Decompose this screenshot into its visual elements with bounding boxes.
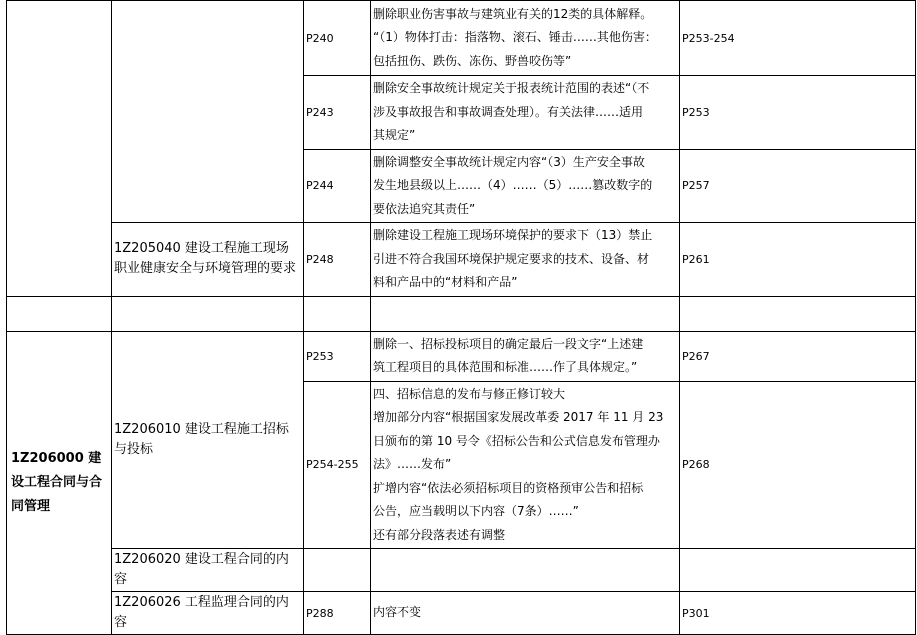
section-cell <box>112 1 304 223</box>
empty-cell <box>304 296 371 331</box>
table-row <box>7 549 916 592</box>
original-page-cell: P244 <box>304 149 371 223</box>
chapter-cell <box>7 1 112 297</box>
change-content-cell <box>371 549 680 592</box>
change-content-cell: 删除调整安全事故统计规定内容“（3）生产安全事故 发生地县级以上……（4）……（5）……篡改数字的 要依法追究其责任” <box>371 149 680 223</box>
empty-cell <box>7 296 112 331</box>
new-page-cell <box>680 549 916 592</box>
new-page-cell: P261 <box>680 223 916 297</box>
original-page-cell: P240 <box>304 1 371 76</box>
revision-table <box>6 0 916 635</box>
empty-cell <box>371 296 680 331</box>
original-page-cell: P288 <box>304 592 371 635</box>
new-page-cell: P257 <box>680 149 916 223</box>
change-content-cell: 删除建设工程施工现场环境保护的要求下（13）禁止 引进不符合我国环境保护规定要求的技术、设备、材 料和产品中的“材料和产品” <box>371 223 680 297</box>
table-row <box>7 223 916 297</box>
empty-cell <box>680 296 916 331</box>
change-content-cell: 删除安全事故统计规定关于报表统计范围的表述“（不 涉及事故报告和事故调查处理）。有关法律……适用 其规定” <box>371 76 680 150</box>
original-page-cell <box>304 549 371 592</box>
change-content-cell: 删除职业伤害事故与建筑业有关的12类的具体解释。 “（1）物体打击：指落物、滚石、锤击……其他伤害： 包括扭伤、跌伤、冻伤、野兽咬伤等” <box>371 1 680 76</box>
new-page-cell: P267 <box>680 331 916 381</box>
original-page-cell: P253 <box>304 331 371 381</box>
table-row-empty <box>7 296 916 331</box>
change-content-cell: 内容不变 <box>371 592 680 635</box>
table-row <box>7 331 916 381</box>
new-page-cell: P268 <box>680 381 916 549</box>
new-page-cell: P253-254 <box>680 1 916 76</box>
table-row <box>7 592 916 635</box>
section-cell: 1Z206010 建设工程施工招标与投标 <box>112 331 304 549</box>
table-row <box>7 1 916 76</box>
new-page-cell: P301 <box>680 592 916 635</box>
original-page-cell: P243 <box>304 76 371 150</box>
new-page-cell: P253 <box>680 76 916 150</box>
section-cell: 1Z205040 建设工程施工现场职业健康安全与环境管理的要求 <box>112 223 304 297</box>
original-page-cell: P248 <box>304 223 371 297</box>
empty-cell <box>112 296 304 331</box>
section-cell: 1Z206026 工程监理合同的内容 <box>112 592 304 635</box>
chapter-cell: 1Z206000 建设工程合同与合同管理 <box>7 331 112 635</box>
original-page-cell: P254-255 <box>304 381 371 549</box>
change-content-cell: 四、招标信息的发布与修正修订较大 增加部分内容“根据国家发展改革委 2017 年 11 月 23 日颁布的第 10 号令《招标公告和公式信息发布管理办 法》……发布” 扩增内容“依法必须招标项目的资格预审公告和招标 公告，应当载明以下内容（7条）……” 还有部分段落表述有调整 <box>371 381 680 549</box>
change-content-cell: 删除一、招标投标项目的确定最后一段文字“上述建 筑工程项目的具体范围和标准……作了具体规定。” <box>371 331 680 381</box>
section-cell: 1Z206020 建设工程合同的内容 <box>112 549 304 592</box>
